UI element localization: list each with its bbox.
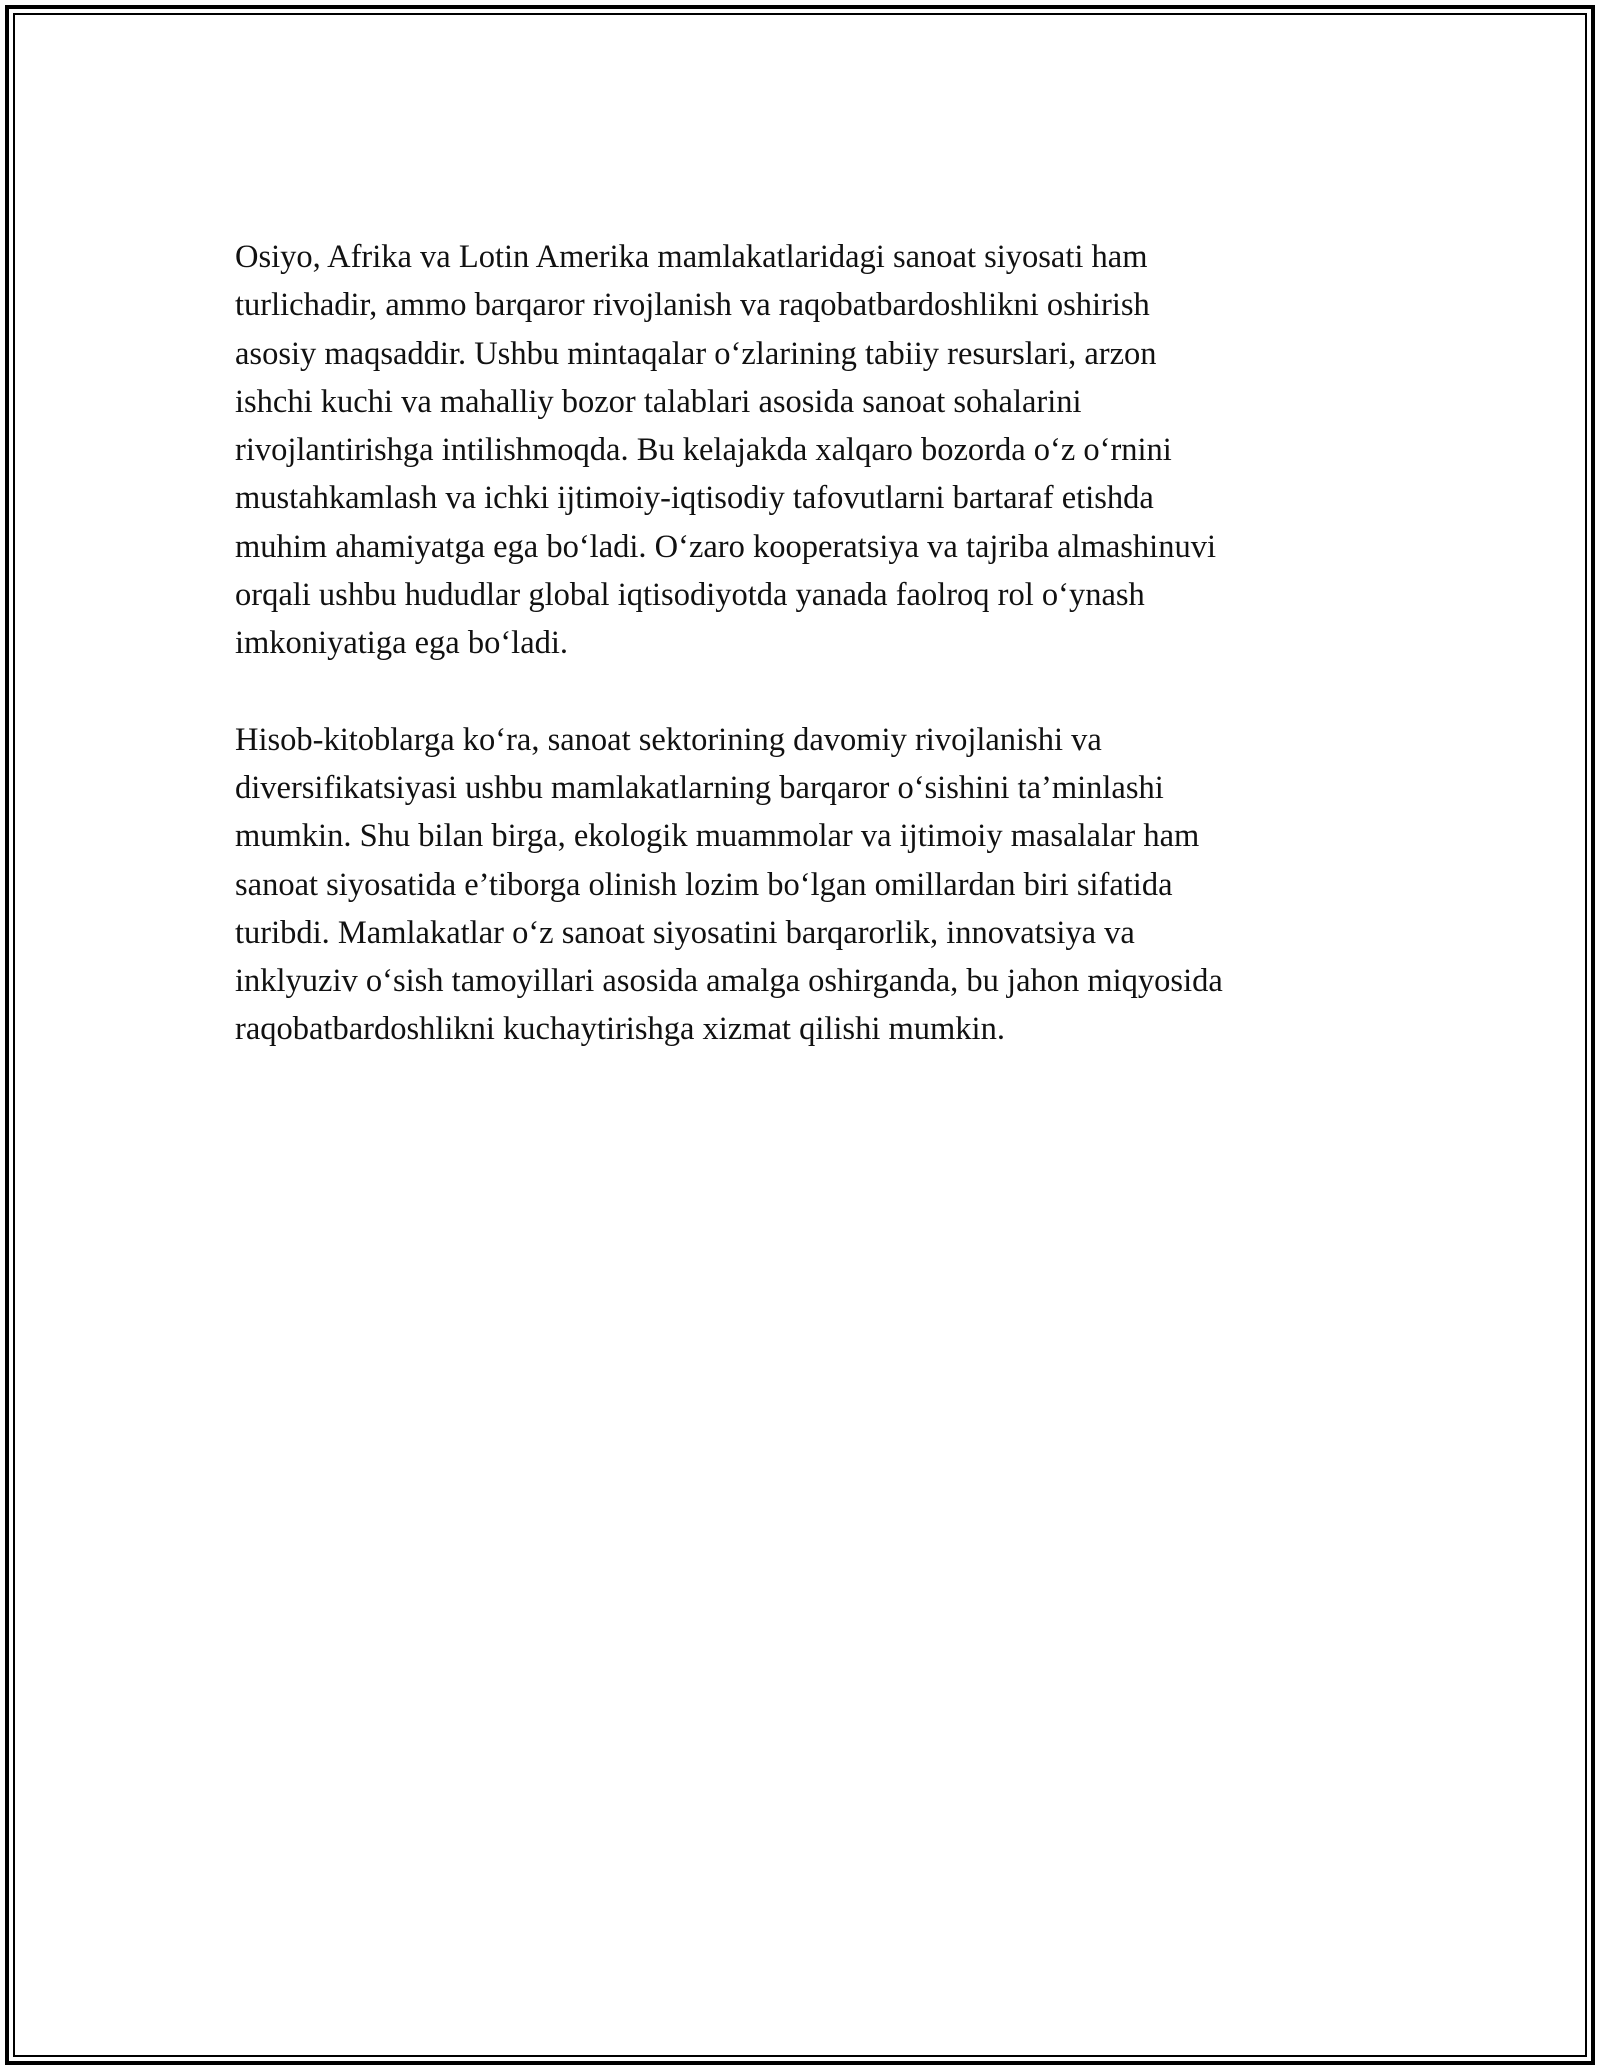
document-body: [235, 233, 1365, 1054]
paragraph-line: Hisob-kitoblarga ko‘ra, sanoat sektorining davomiy rivojlanishi va: [235, 721, 1102, 758]
paragraph-line: inklyuziv o‘sish tamoyillari asosida amalga oshirganda, bu jahon miqyosida: [235, 963, 1223, 1000]
paragraph-line: orqali ushbu hududlar global iqtisodiyotda yanada faolroq rol o‘ynash: [235, 577, 1145, 614]
paragraph-line: mumkin. Shu bilan birga, ekologik muammolar va ijtimoiy masalalar ham: [235, 818, 1200, 855]
paragraph-1: [235, 233, 1365, 668]
paragraph-line: rivojlantirishga intilishmoqda. Bu kelajakda xalqaro bozorda o‘z o‘rnini: [235, 432, 1172, 469]
paragraph-line: diversifikatsiyasi ushbu mamlakatlarning barqaror o‘sishini ta’minlashi: [235, 769, 1164, 806]
paragraph-2: [235, 716, 1365, 1054]
paragraph-line: raqobatbardoshlikni kuchaytirishga xizmat qilishi mumkin.: [235, 1011, 1005, 1048]
paragraph-line: turibdi. Mamlakatlar o‘z sanoat siyosatini barqarorlik, innovatsiya va: [235, 914, 1135, 951]
paragraph-line: imkoniyatiga ega bo‘ladi.: [235, 625, 569, 662]
paragraph-line: asosiy maqsaddir. Ushbu mintaqalar o‘zlarining tabiiy resurslari, arzon: [235, 335, 1157, 372]
paragraph-line: ishchi kuchi va mahalliy bozor talablari asosida sanoat sohalarini: [235, 383, 1082, 420]
paragraph-line: muhim ahamiyatga ega bo‘ladi. O‘zaro kooperatsiya va tajriba almashinuvi: [235, 528, 1216, 565]
paragraph-line: Osiyo, Afrika va Lotin Amerika mamlakatlaridagi sanoat siyosati ham: [235, 239, 1148, 275]
paragraph-line: mustahkamlash va ichki ijtimoiy-iqtisodiy tafovutlarni bartaraf etishda: [235, 480, 1154, 517]
paragraph-line: turlichadir, ammo barqaror rivojlanish va raqobatbardoshlikni oshirish: [235, 287, 1150, 324]
paragraph-line: sanoat siyosatida e’tiborga olinish lozim bo‘lgan omillardan biri sifatida: [235, 866, 1173, 903]
